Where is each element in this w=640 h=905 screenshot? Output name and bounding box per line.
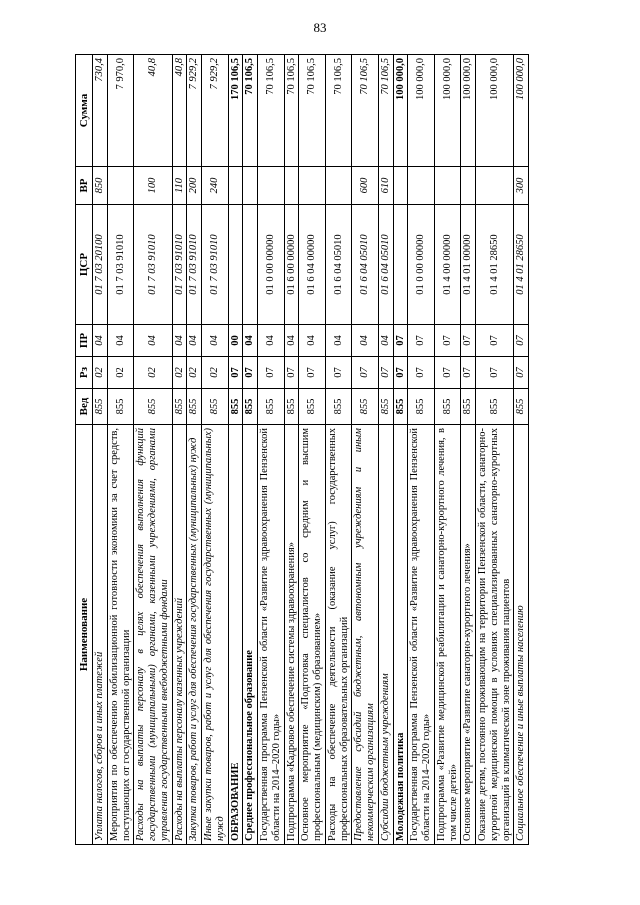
cell-vr: 240 — [202, 167, 229, 205]
cell-csr: 01 4 01 28650 — [514, 205, 529, 325]
cell-ved: 855 — [393, 389, 408, 425]
cell-ved: 855 — [243, 389, 258, 425]
header-name: Наименование — [76, 425, 93, 845]
cell-sum: 40,8 — [134, 55, 172, 167]
table-row — [284, 55, 299, 845]
cell-pr: 04 — [134, 325, 172, 357]
cell-csr: 01 6 00 00000 — [284, 205, 299, 325]
cell-name: Среднее профессиональное образование — [243, 425, 258, 845]
cell-ved: 855 — [228, 389, 243, 425]
cell-rz: 07 — [378, 357, 393, 389]
cell-pr: 04 — [107, 325, 134, 357]
header-vr: ВР — [76, 167, 93, 205]
cell-sum: 70 106,5 — [352, 55, 379, 167]
cell-sum: 70 106,5 — [299, 55, 326, 167]
table-row — [243, 55, 258, 845]
cell-rz: 02 — [187, 357, 202, 389]
cell-rz: 07 — [476, 357, 514, 389]
cell-sum: 170 106,5 — [228, 55, 243, 167]
cell-name: Закупка товаров, работ и услуг для обеспечения государственных (муниципальных) нужд — [187, 425, 202, 845]
cell-rz: 02 — [107, 357, 134, 389]
cell-pr: 07 — [408, 325, 435, 357]
cell-name: Расходы на обеспечение деятельности (оказание услуг) государственных профессиональных образовательных организаций — [325, 425, 352, 845]
cell-csr — [243, 205, 258, 325]
cell-sum: 100 000,0 — [408, 55, 435, 167]
cell-csr: 01 7 03 91010 — [107, 205, 134, 325]
cell-name: Иные закупки товаров, работ и услуг для обеспечения государственных (муниципальных) нужд — [202, 425, 229, 845]
cell-sum: 7 970,0 — [107, 55, 134, 167]
cell-csr: 01 7 03 91010 — [172, 205, 187, 325]
cell-name: Уплата налогов, сборов и иных платежей — [93, 425, 108, 845]
cell-csr: 01 6 04 00000 — [299, 205, 326, 325]
cell-pr: 07 — [461, 325, 476, 357]
cell-name: Государственная программа Пензенской области «Развитие здравоохранения Пензенской области на 2014–2020 годы» — [258, 425, 285, 845]
table-row — [325, 55, 352, 845]
table-row — [202, 55, 229, 845]
cell-sum: 7 929,2 — [202, 55, 229, 167]
cell-vr: 600 — [352, 167, 379, 205]
cell-rz: 07 — [461, 357, 476, 389]
cell-rz: 07 — [258, 357, 285, 389]
cell-name: Мероприятия по обеспечению мобилизационной готовности экономики за счет средств, поступающих от государственной организации — [107, 425, 134, 845]
cell-name: Молодежная политика — [393, 425, 408, 845]
cell-ved: 855 — [514, 389, 529, 425]
cell-rz: 02 — [202, 357, 229, 389]
cell-sum: 100 000,0 — [393, 55, 408, 167]
cell-ved: 855 — [134, 389, 172, 425]
cell-pr: 04 — [172, 325, 187, 357]
cell-pr: 04 — [352, 325, 379, 357]
table-body — [93, 55, 529, 845]
cell-sum: 7 929,2 — [187, 55, 202, 167]
table-row — [514, 55, 529, 845]
cell-ved: 855 — [352, 389, 379, 425]
cell-rz: 02 — [134, 357, 172, 389]
cell-ved: 855 — [434, 389, 461, 425]
cell-csr: 01 0 00 00000 — [408, 205, 435, 325]
cell-ved: 855 — [476, 389, 514, 425]
cell-rz: 07 — [284, 357, 299, 389]
cell-sum: 70 106,5 — [325, 55, 352, 167]
cell-rz: 07 — [434, 357, 461, 389]
header-sum: Сумма — [76, 55, 93, 167]
cell-name: Государственная программа Пензенской области «Развитие здравоохранения Пензенской области на 2014–2020 годы» — [408, 425, 435, 845]
cell-pr: 04 — [325, 325, 352, 357]
cell-vr — [107, 167, 134, 205]
cell-vr — [228, 167, 243, 205]
cell-csr: 01 4 01 28650 — [476, 205, 514, 325]
table-row — [134, 55, 172, 845]
cell-vr — [325, 167, 352, 205]
cell-pr: 04 — [258, 325, 285, 357]
cell-sum: 70 106,5 — [258, 55, 285, 167]
table-row — [434, 55, 461, 845]
header-ved: Вед — [76, 389, 93, 425]
cell-pr: 07 — [514, 325, 529, 357]
cell-pr: 04 — [187, 325, 202, 357]
cell-name: Субсидии бюджетным учреждениям — [378, 425, 393, 845]
table-row — [352, 55, 379, 845]
cell-ved: 855 — [461, 389, 476, 425]
cell-csr — [393, 205, 408, 325]
cell-name: Оказание детям, постоянно проживающим на территории Пензенской области, санаторно-курортной медицинской помощи в условиях специализированных санаторно-курортных организаций в климатической зоне проживания пациентов — [476, 425, 514, 845]
cell-ved: 855 — [187, 389, 202, 425]
cell-name: Расходы на выплаты персоналу казенных учреждений — [172, 425, 187, 845]
table-row — [378, 55, 393, 845]
cell-name: Расходы на выплаты персоналу в целях обеспечения выполнения функций государственными (муниципальными) органами, казенными учреждениями, органами управления государственными внебюджетными фондами — [134, 425, 172, 845]
cell-name: Подпрограмма «Развитие медицинской реабилитации и санаторно-курортного лечения, в том числе детей» — [434, 425, 461, 845]
table-row — [476, 55, 514, 845]
budget-table — [75, 54, 529, 845]
table-row — [258, 55, 285, 845]
table-row — [393, 55, 408, 845]
cell-rz: 07 — [514, 357, 529, 389]
cell-vr: 100 — [134, 167, 172, 205]
cell-vr — [284, 167, 299, 205]
cell-csr: 01 7 03 91010 — [187, 205, 202, 325]
table-row — [408, 55, 435, 845]
cell-rz: 07 — [228, 357, 243, 389]
cell-vr — [299, 167, 326, 205]
cell-vr — [393, 167, 408, 205]
cell-pr: 04 — [243, 325, 258, 357]
table-row — [107, 55, 134, 845]
table-row — [461, 55, 476, 845]
table-row — [187, 55, 202, 845]
table-row — [228, 55, 243, 845]
cell-vr: 300 — [514, 167, 529, 205]
cell-vr — [434, 167, 461, 205]
cell-name: Социальное обеспечение и иные выплаты населению — [514, 425, 529, 845]
cell-vr — [408, 167, 435, 205]
table-row — [172, 55, 187, 845]
cell-csr: 01 6 04 05010 — [325, 205, 352, 325]
cell-vr: 200 — [187, 167, 202, 205]
cell-ved: 855 — [299, 389, 326, 425]
cell-rz: 07 — [325, 357, 352, 389]
cell-ved: 855 — [408, 389, 435, 425]
cell-csr — [228, 205, 243, 325]
cell-ved: 855 — [284, 389, 299, 425]
table-row — [93, 55, 108, 845]
cell-csr: 01 4 00 00000 — [434, 205, 461, 325]
cell-csr: 01 7 03 91010 — [202, 205, 229, 325]
cell-ved: 855 — [325, 389, 352, 425]
cell-name: Предоставление субсидий бюджетным, автономным учреждениям и иным некоммерческим организациям — [352, 425, 379, 845]
cell-pr: 07 — [434, 325, 461, 357]
rotated-table-frame — [75, 55, 575, 845]
cell-csr: 01 0 00 00000 — [258, 205, 285, 325]
cell-sum: 100 000,0 — [514, 55, 529, 167]
cell-sum: 40,8 — [172, 55, 187, 167]
header-rz: Рз — [76, 357, 93, 389]
cell-name: Основное мероприятие «Развитие санаторно-курортного лечения» — [461, 425, 476, 845]
cell-name: Основное мероприятие «Подготовка специалистов со средним и высшим профессиональным (медицинским) образованием» — [299, 425, 326, 845]
cell-sum: 100 000,0 — [461, 55, 476, 167]
cell-rz: 07 — [352, 357, 379, 389]
cell-vr: 850 — [93, 167, 108, 205]
cell-pr: 04 — [284, 325, 299, 357]
header-pr: ПР — [76, 325, 93, 357]
cell-sum: 100 000,0 — [476, 55, 514, 167]
cell-name: Подпрограмма «Кадровое обеспечение системы здравоохранения» — [284, 425, 299, 845]
cell-vr — [461, 167, 476, 205]
cell-pr: 07 — [393, 325, 408, 357]
cell-ved: 855 — [378, 389, 393, 425]
cell-pr: 04 — [93, 325, 108, 357]
cell-sum: 100 000,0 — [434, 55, 461, 167]
cell-vr — [258, 167, 285, 205]
cell-vr: 110 — [172, 167, 187, 205]
cell-vr — [476, 167, 514, 205]
cell-ved: 855 — [202, 389, 229, 425]
cell-sum: 730,4 — [93, 55, 108, 167]
cell-ved: 855 — [93, 389, 108, 425]
cell-rz: 02 — [93, 357, 108, 389]
cell-sum: 70 106,5 — [378, 55, 393, 167]
cell-csr: 01 7 03 20100 — [93, 205, 108, 325]
cell-ved: 855 — [107, 389, 134, 425]
cell-csr: 01 7 03 91010 — [134, 205, 172, 325]
cell-rz: 07 — [393, 357, 408, 389]
table-row — [299, 55, 326, 845]
cell-pr: 00 — [228, 325, 243, 357]
cell-sum: 70 106,5 — [284, 55, 299, 167]
cell-pr: 04 — [378, 325, 393, 357]
cell-vr — [243, 167, 258, 205]
cell-rz: 02 — [172, 357, 187, 389]
cell-csr: 01 4 01 00000 — [461, 205, 476, 325]
cell-rz: 07 — [408, 357, 435, 389]
cell-ved: 855 — [258, 389, 285, 425]
page-number: 83 — [313, 20, 327, 35]
header-csr: ЦСР — [76, 205, 93, 325]
cell-pr: 07 — [476, 325, 514, 357]
cell-vr: 610 — [378, 167, 393, 205]
table-header-row — [76, 55, 93, 845]
cell-pr: 04 — [299, 325, 326, 357]
rotated-table-content — [75, 55, 575, 845]
cell-sum: 70 106,5 — [243, 55, 258, 167]
cell-rz: 07 — [299, 357, 326, 389]
cell-name: ОБРАЗОВАНИЕ — [228, 425, 243, 845]
cell-csr: 01 6 04 05010 — [352, 205, 379, 325]
cell-ved: 855 — [172, 389, 187, 425]
cell-pr: 04 — [202, 325, 229, 357]
cell-csr: 01 6 04 05010 — [378, 205, 393, 325]
cell-rz: 07 — [243, 357, 258, 389]
